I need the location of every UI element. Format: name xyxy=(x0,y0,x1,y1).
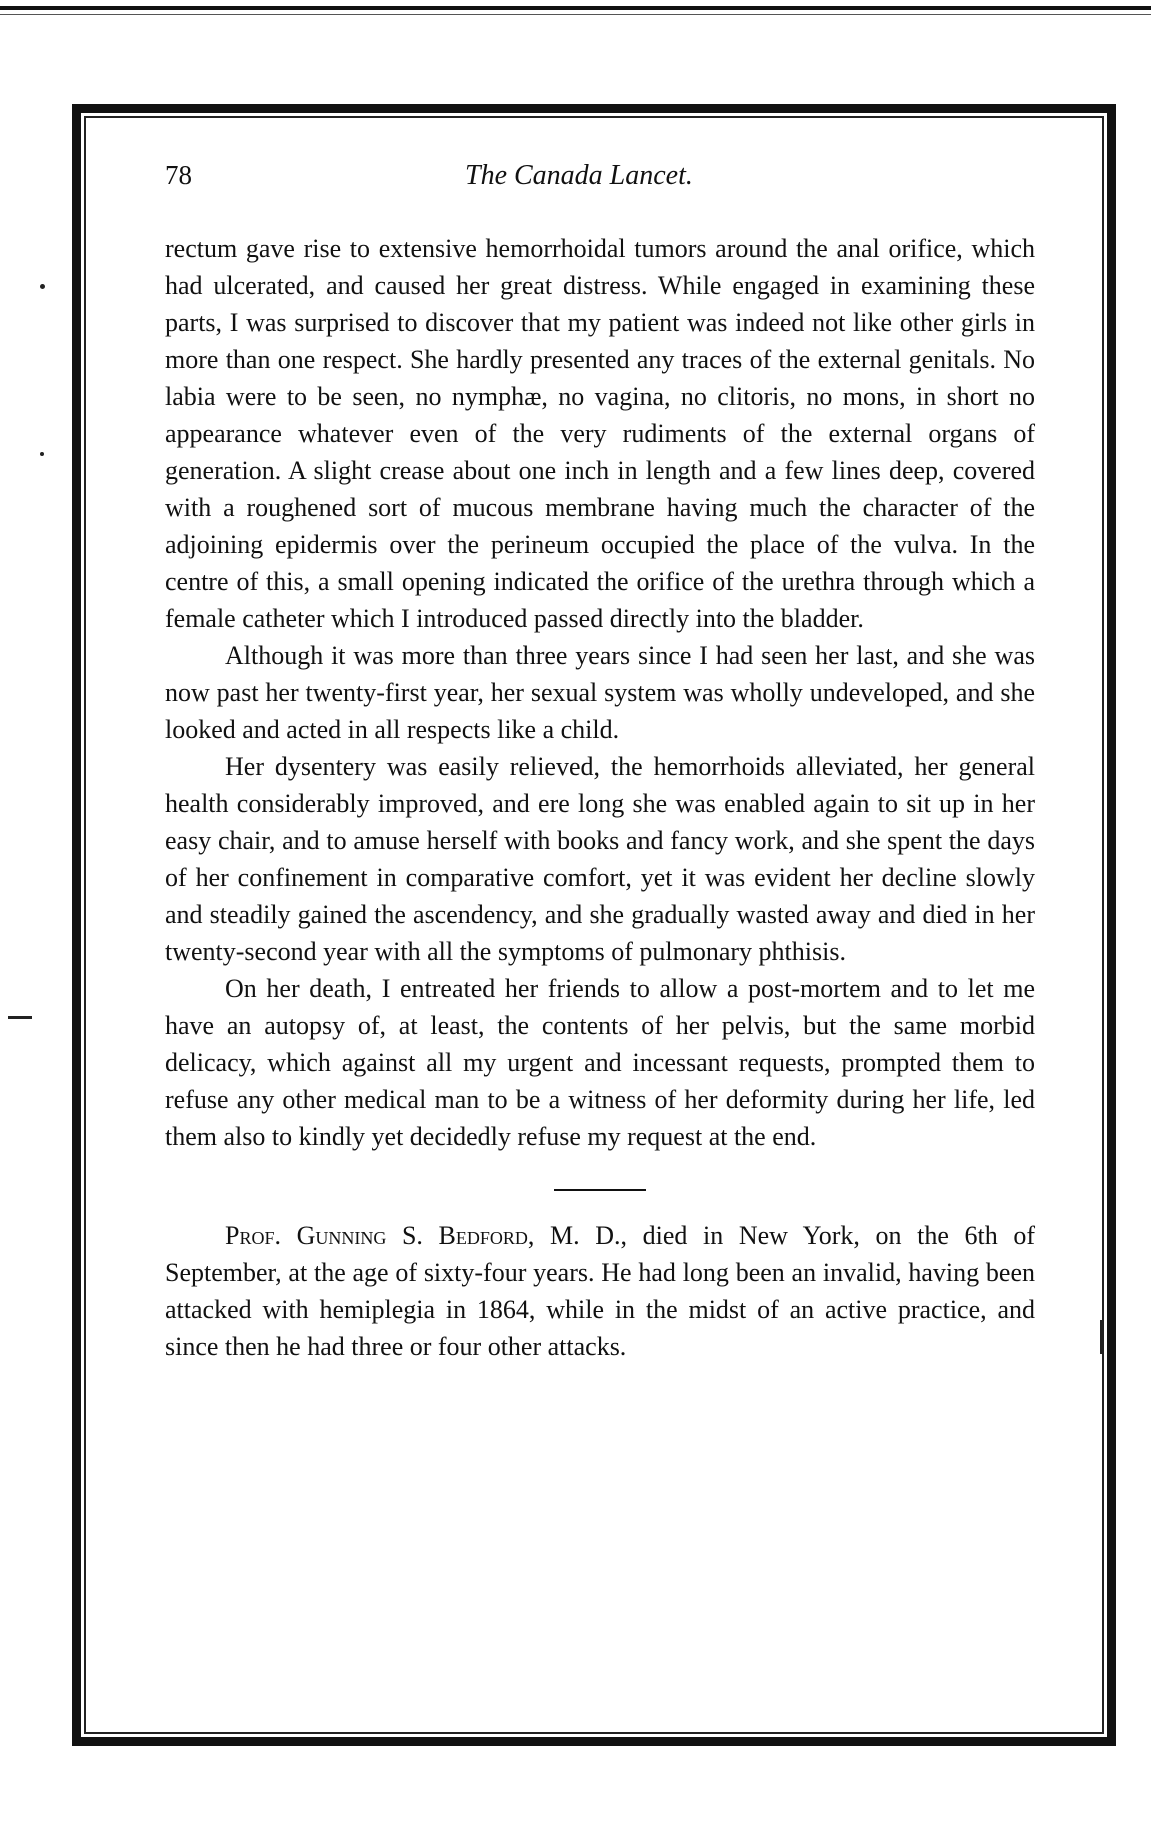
article-paragraph: Although it was more than three years since I had seen her last, and she was now past her twenty-first year, her sexual system was wholly undeveloped, and she looked and acted in all respects like a child. xyxy=(165,641,1035,744)
page-content xyxy=(165,160,1035,1365)
scan-speck xyxy=(1100,1320,1103,1354)
scan-speck xyxy=(40,284,45,289)
article-paragraph: On her death, I entreated her friends to allow a post-mortem and to let me have an autopsy of, at least, the contents of her pelvis, but the same morbid delicacy, which against all my urgent and incessant requests, prompted them to refuse any other medical man to be a witness of her deformity during her life, led them also to kindly yet decidedly refuse my request at the end. xyxy=(165,974,1035,1151)
obituary-text: , M. D., died in New York, on the 6th of September, at the age of sixty-four years. He had long been an invalid, having been attacked with hemiplegia in 1864, while in the midst of an active practice, and since then he had three or four other attacks. xyxy=(165,1221,1035,1361)
obituary-name: Prof. Gunning S. Bedford xyxy=(225,1221,528,1250)
obituary-paragraph xyxy=(165,1217,1035,1365)
running-head xyxy=(165,160,1035,208)
article-paragraph: Her dysentery was easily relieved, the hemorrhoids alleviated, her general health considerably improved, and ere long she was enabled again to sit up in her easy chair, and to amuse herself with books and fancy work, and she spent the days of her confinement in comparative comfort, yet it was evident her decline slowly and steadily gained the ascendency, and she gradually wasted away and died in her twenty-second year with all the symptoms of pulmonary phthisis. xyxy=(165,752,1035,966)
journal-title: The Canada Lancet. xyxy=(465,160,693,191)
top-border-rule xyxy=(0,6,1151,10)
section-separator xyxy=(554,1189,646,1191)
scan-speck xyxy=(8,1016,32,1019)
scan-speck xyxy=(40,452,44,456)
article-paragraph: rectum gave rise to extensive hemorrhoidal tumors around the anal orifice, which had ulcerated, and caused her great distress. While engaged in examining these parts, I was surprised to discover that my patient was indeed not like other girls in more than one respect. She hardly presented any traces of the external genitals. No labia were to be seen, no nymphæ, no vagina, no clitoris, no mons, in short no appearance whatever even of the very rudiments of the external organs of generation. A slight crease about one inch in length and a few lines deep, covered with a roughened sort of mucous membrane having much the character of the adjoining epidermis over the perineum occupied the place of the vulva. In the centre of this, a small opening indicated the orifice of the urethra through which a female catheter which I introduced passed directly into the bladder. xyxy=(165,234,1035,633)
top-border-hairline xyxy=(0,14,1151,15)
page-number: 78 xyxy=(165,160,192,190)
